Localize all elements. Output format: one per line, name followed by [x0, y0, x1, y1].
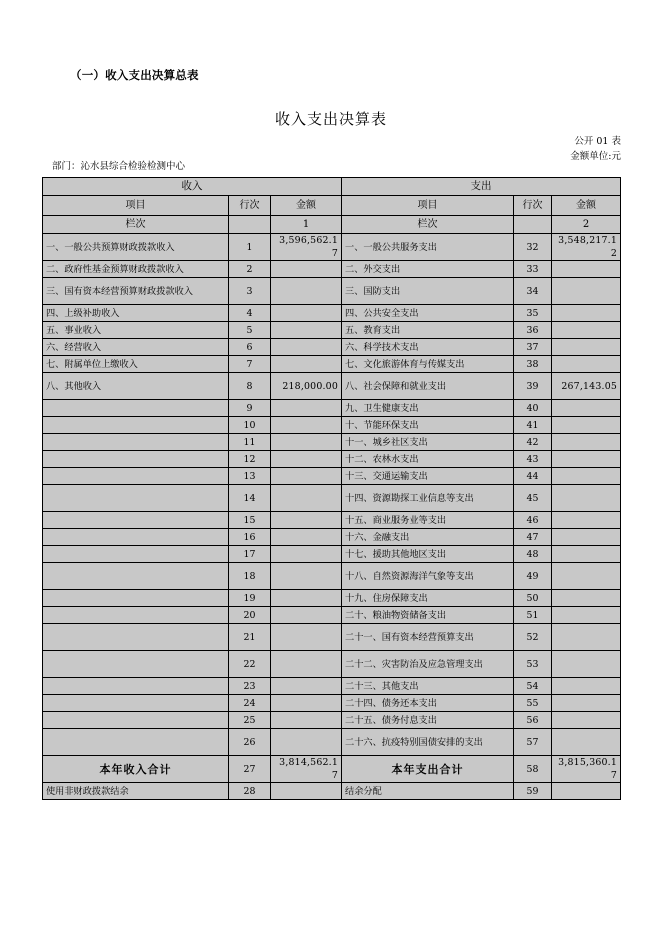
column-index-label-income: 栏次	[43, 216, 229, 234]
cell-exp_item: 十六、金融支出	[342, 529, 514, 546]
cell-exp_item: 二十、粮油物资储备支出	[342, 607, 514, 624]
group-header-income: 收入	[43, 178, 342, 196]
table-row	[43, 607, 621, 624]
cell-income_row: 27	[229, 756, 271, 783]
cell-exp_amount	[552, 485, 621, 512]
cell-income_amount: 218,000.00	[271, 373, 342, 400]
cell-income_amount	[271, 434, 342, 451]
cell-income_row: 22	[229, 651, 271, 678]
cell-exp_row: 33	[514, 261, 552, 278]
cell-exp_amount	[552, 529, 621, 546]
cell-income_row: 4	[229, 305, 271, 322]
cell-income_row: 15	[229, 512, 271, 529]
cell-income_row: 21	[229, 624, 271, 651]
cell-income_row: 20	[229, 607, 271, 624]
cell-income_amount	[271, 278, 342, 305]
cell-income_amount	[271, 322, 342, 339]
table-row	[43, 624, 621, 651]
financial-table-container	[42, 177, 620, 800]
cell-income_row: 13	[229, 468, 271, 485]
cell-income_item: 三、国有资本经营预算财政拨款收入	[43, 278, 229, 305]
cell-exp_row: 50	[514, 590, 552, 607]
table-row	[43, 590, 621, 607]
table-row	[43, 512, 621, 529]
column-index-blank-income	[229, 216, 271, 234]
amount-unit: 金额单位:元	[570, 151, 621, 162]
table-body	[43, 178, 621, 800]
cell-exp_amount	[552, 695, 621, 712]
cell-income_row: 6	[229, 339, 271, 356]
cell-exp_amount	[552, 322, 621, 339]
cell-income_row: 12	[229, 451, 271, 468]
cell-income_item	[43, 417, 229, 434]
table-row	[43, 451, 621, 468]
cell-income_row: 9	[229, 400, 271, 417]
cell-exp_row: 52	[514, 624, 552, 651]
cell-exp_item: 四、公共安全支出	[342, 305, 514, 322]
cell-exp_item: 二十三、其他支出	[342, 678, 514, 695]
cell-exp_item: 十五、商业服务业等支出	[342, 512, 514, 529]
cell-exp_item: 二十一、国有资本经营预算支出	[342, 624, 514, 651]
table-row	[43, 356, 621, 373]
cell-income_amount: 3,814,562.17	[271, 756, 342, 783]
cell-income_amount	[271, 400, 342, 417]
cell-income_item: 八、其他收入	[43, 373, 229, 400]
cell-income_row: 8	[229, 373, 271, 400]
table-row	[43, 712, 621, 729]
group-header-row	[43, 178, 621, 196]
cell-income_amount	[271, 590, 342, 607]
cell-income_amount	[271, 729, 342, 756]
cell-income_amount	[271, 546, 342, 563]
cell-income_amount	[271, 485, 342, 512]
cell-income_amount	[271, 695, 342, 712]
cell-exp_amount	[552, 400, 621, 417]
cell-income_amount: 3,596,562.17	[271, 234, 342, 261]
cell-exp_item: 十二、农林水支出	[342, 451, 514, 468]
cell-exp_row: 56	[514, 712, 552, 729]
cell-exp_item: 本年支出合计	[342, 756, 514, 783]
cell-exp_row: 36	[514, 322, 552, 339]
cell-income_item	[43, 624, 229, 651]
cell-income_row: 11	[229, 434, 271, 451]
column-index-income: 1	[271, 216, 342, 234]
table-row	[43, 756, 621, 783]
cell-exp_row: 38	[514, 356, 552, 373]
cell-exp_item: 十、节能环保支出	[342, 417, 514, 434]
cell-income_row: 17	[229, 546, 271, 563]
cell-income_item	[43, 451, 229, 468]
cell-exp_amount	[552, 278, 621, 305]
cell-income_item: 七、附属单位上缴收入	[43, 356, 229, 373]
cell-income_amount	[271, 563, 342, 590]
cell-exp_amount	[552, 512, 621, 529]
cell-income_amount	[271, 261, 342, 278]
cell-income_item	[43, 546, 229, 563]
cell-exp_item: 结余分配	[342, 783, 514, 800]
cell-income_item	[43, 400, 229, 417]
cell-exp_row: 58	[514, 756, 552, 783]
table-row	[43, 278, 621, 305]
cell-income_amount	[271, 678, 342, 695]
cell-income_amount	[271, 339, 342, 356]
cell-income_row: 18	[229, 563, 271, 590]
table-row	[43, 529, 621, 546]
cell-exp_row: 35	[514, 305, 552, 322]
cell-exp_row: 34	[514, 278, 552, 305]
cell-income_item	[43, 590, 229, 607]
page-title: 收入支出决算表	[274, 110, 387, 128]
cell-exp_amount	[552, 305, 621, 322]
cell-exp_row: 41	[514, 417, 552, 434]
table-row	[43, 563, 621, 590]
cell-exp_amount	[552, 783, 621, 800]
cell-income_row: 16	[229, 529, 271, 546]
form-code: 公开 01 表	[574, 136, 621, 147]
cell-exp_row: 49	[514, 563, 552, 590]
cell-exp_amount	[552, 563, 621, 590]
cell-income_row: 23	[229, 678, 271, 695]
cell-income_item: 二、政府性基金预算财政拨款收入	[43, 261, 229, 278]
cell-income_item	[43, 607, 229, 624]
cell-exp_amount	[552, 729, 621, 756]
cell-exp_amount: 267,143.05	[552, 373, 621, 400]
cell-exp_amount	[552, 607, 621, 624]
cell-exp_row: 44	[514, 468, 552, 485]
table-row	[43, 434, 621, 451]
section-heading: （一）收入支出决算总表	[70, 68, 199, 82]
cell-income_amount	[271, 624, 342, 651]
cell-exp_row: 57	[514, 729, 552, 756]
cell-income_item	[43, 529, 229, 546]
cell-exp_item: 十三、交通运输支出	[342, 468, 514, 485]
cell-income_item	[43, 678, 229, 695]
column-header-income-item: 项目	[43, 196, 229, 216]
cell-exp_item: 一、一般公共服务支出	[342, 234, 514, 261]
cell-exp_amount	[552, 356, 621, 373]
cell-income_row: 14	[229, 485, 271, 512]
table-row	[43, 417, 621, 434]
cell-exp_item: 三、国防支出	[342, 278, 514, 305]
cell-income_row: 28	[229, 783, 271, 800]
cell-exp_item: 十七、援助其他地区支出	[342, 546, 514, 563]
cell-exp_row: 42	[514, 434, 552, 451]
cell-income_row: 26	[229, 729, 271, 756]
table-row	[43, 261, 621, 278]
cell-income_amount	[271, 451, 342, 468]
cell-exp_item: 五、教育支出	[342, 322, 514, 339]
column-index-label-exp: 栏次	[342, 216, 514, 234]
cell-exp_item: 十八、自然资源海洋气象等支出	[342, 563, 514, 590]
cell-income_row: 5	[229, 322, 271, 339]
cell-income_amount	[271, 607, 342, 624]
table-row	[43, 651, 621, 678]
cell-income_amount	[271, 417, 342, 434]
table-row	[43, 373, 621, 400]
cell-income_amount	[271, 783, 342, 800]
cell-exp_item: 二十四、债务还本支出	[342, 695, 514, 712]
cell-exp_amount	[552, 339, 621, 356]
cell-income_row: 19	[229, 590, 271, 607]
cell-income_item: 使用非财政拨款结余	[43, 783, 229, 800]
cell-exp_amount	[552, 590, 621, 607]
cell-income_amount	[271, 651, 342, 678]
cell-income_amount	[271, 468, 342, 485]
column-header-exp-item: 项目	[342, 196, 514, 216]
cell-exp_row: 54	[514, 678, 552, 695]
column-header-row	[43, 196, 621, 216]
income-expenditure-table	[42, 177, 621, 800]
cell-income_item: 五、事业收入	[43, 322, 229, 339]
cell-exp_amount	[552, 546, 621, 563]
cell-exp_amount	[552, 468, 621, 485]
column-index-expenditure: 2	[552, 216, 621, 234]
cell-exp_item: 二十六、抗疫特别国债安排的支出	[342, 729, 514, 756]
cell-exp_item: 十四、资源勘探工业信息等支出	[342, 485, 514, 512]
cell-income_item: 四、上级补助收入	[43, 305, 229, 322]
cell-exp_row: 46	[514, 512, 552, 529]
cell-income_amount	[271, 712, 342, 729]
table-row	[43, 729, 621, 756]
table-row	[43, 234, 621, 261]
cell-exp_row: 32	[514, 234, 552, 261]
cell-exp_amount	[552, 434, 621, 451]
cell-exp_item: 九、卫生健康支出	[342, 400, 514, 417]
cell-income_item	[43, 729, 229, 756]
column-header-exp-amount: 金额	[552, 196, 621, 216]
department-line: 部门：沁水县综合检验检测中心	[52, 161, 186, 172]
table-row	[43, 695, 621, 712]
cell-exp_row: 51	[514, 607, 552, 624]
table-row	[43, 678, 621, 695]
cell-income_item: 一、一般公共预算财政拨款收入	[43, 234, 229, 261]
table-row	[43, 339, 621, 356]
table-row	[43, 783, 621, 800]
table-row	[43, 485, 621, 512]
form-meta	[570, 134, 621, 164]
table-row	[43, 468, 621, 485]
cell-exp_row: 47	[514, 529, 552, 546]
cell-exp_amount	[552, 417, 621, 434]
column-header-exp-rowno: 行次	[514, 196, 552, 216]
cell-exp_amount	[552, 651, 621, 678]
cell-income_row: 10	[229, 417, 271, 434]
table-row	[43, 322, 621, 339]
cell-income_item	[43, 512, 229, 529]
cell-exp_row: 48	[514, 546, 552, 563]
cell-exp_item: 十一、城乡社区支出	[342, 434, 514, 451]
cell-exp_amount	[552, 451, 621, 468]
cell-exp_row: 43	[514, 451, 552, 468]
cell-income_item	[43, 712, 229, 729]
cell-exp_amount	[552, 261, 621, 278]
cell-exp_row: 39	[514, 373, 552, 400]
cell-income_item: 六、经营收入	[43, 339, 229, 356]
column-index-blank-exp	[514, 216, 552, 234]
table-row	[43, 400, 621, 417]
cell-exp_amount	[552, 678, 621, 695]
cell-income_row: 1	[229, 234, 271, 261]
cell-exp_row: 45	[514, 485, 552, 512]
cell-income_row: 3	[229, 278, 271, 305]
cell-income_amount	[271, 512, 342, 529]
cell-income_item	[43, 468, 229, 485]
cell-exp_row: 55	[514, 695, 552, 712]
cell-exp_row: 37	[514, 339, 552, 356]
cell-exp_item: 七、文化旅游体育与传媒支出	[342, 356, 514, 373]
table-row	[43, 546, 621, 563]
cell-exp_item: 二十五、债务付息支出	[342, 712, 514, 729]
cell-income_amount	[271, 305, 342, 322]
cell-income_item: 本年收入合计	[43, 756, 229, 783]
cell-exp_amount: 3,548,217.12	[552, 234, 621, 261]
cell-income_row: 25	[229, 712, 271, 729]
cell-income_item	[43, 563, 229, 590]
cell-exp_row: 40	[514, 400, 552, 417]
cell-income_row: 2	[229, 261, 271, 278]
column-index-row	[43, 216, 621, 234]
column-header-income-rowno: 行次	[229, 196, 271, 216]
cell-exp_amount: 3,815,360.17	[552, 756, 621, 783]
cell-exp_item: 二、外交支出	[342, 261, 514, 278]
cell-income_item	[43, 485, 229, 512]
cell-income_amount	[271, 529, 342, 546]
cell-income_item	[43, 434, 229, 451]
cell-exp_item: 十九、住房保障支出	[342, 590, 514, 607]
cell-income_item	[43, 651, 229, 678]
cell-income_row: 24	[229, 695, 271, 712]
group-header-expenditure: 支出	[342, 178, 621, 196]
cell-exp_item: 六、科学技术支出	[342, 339, 514, 356]
cell-exp_row: 53	[514, 651, 552, 678]
cell-income_amount	[271, 356, 342, 373]
cell-income_row: 7	[229, 356, 271, 373]
cell-exp_item: 二十二、灾害防治及应急管理支出	[342, 651, 514, 678]
cell-income_item	[43, 695, 229, 712]
cell-exp_amount	[552, 624, 621, 651]
cell-exp_amount	[552, 712, 621, 729]
cell-exp_row: 59	[514, 783, 552, 800]
table-row	[43, 305, 621, 322]
cell-exp_item: 八、社会保障和就业支出	[342, 373, 514, 400]
column-header-income-amount: 金额	[271, 196, 342, 216]
